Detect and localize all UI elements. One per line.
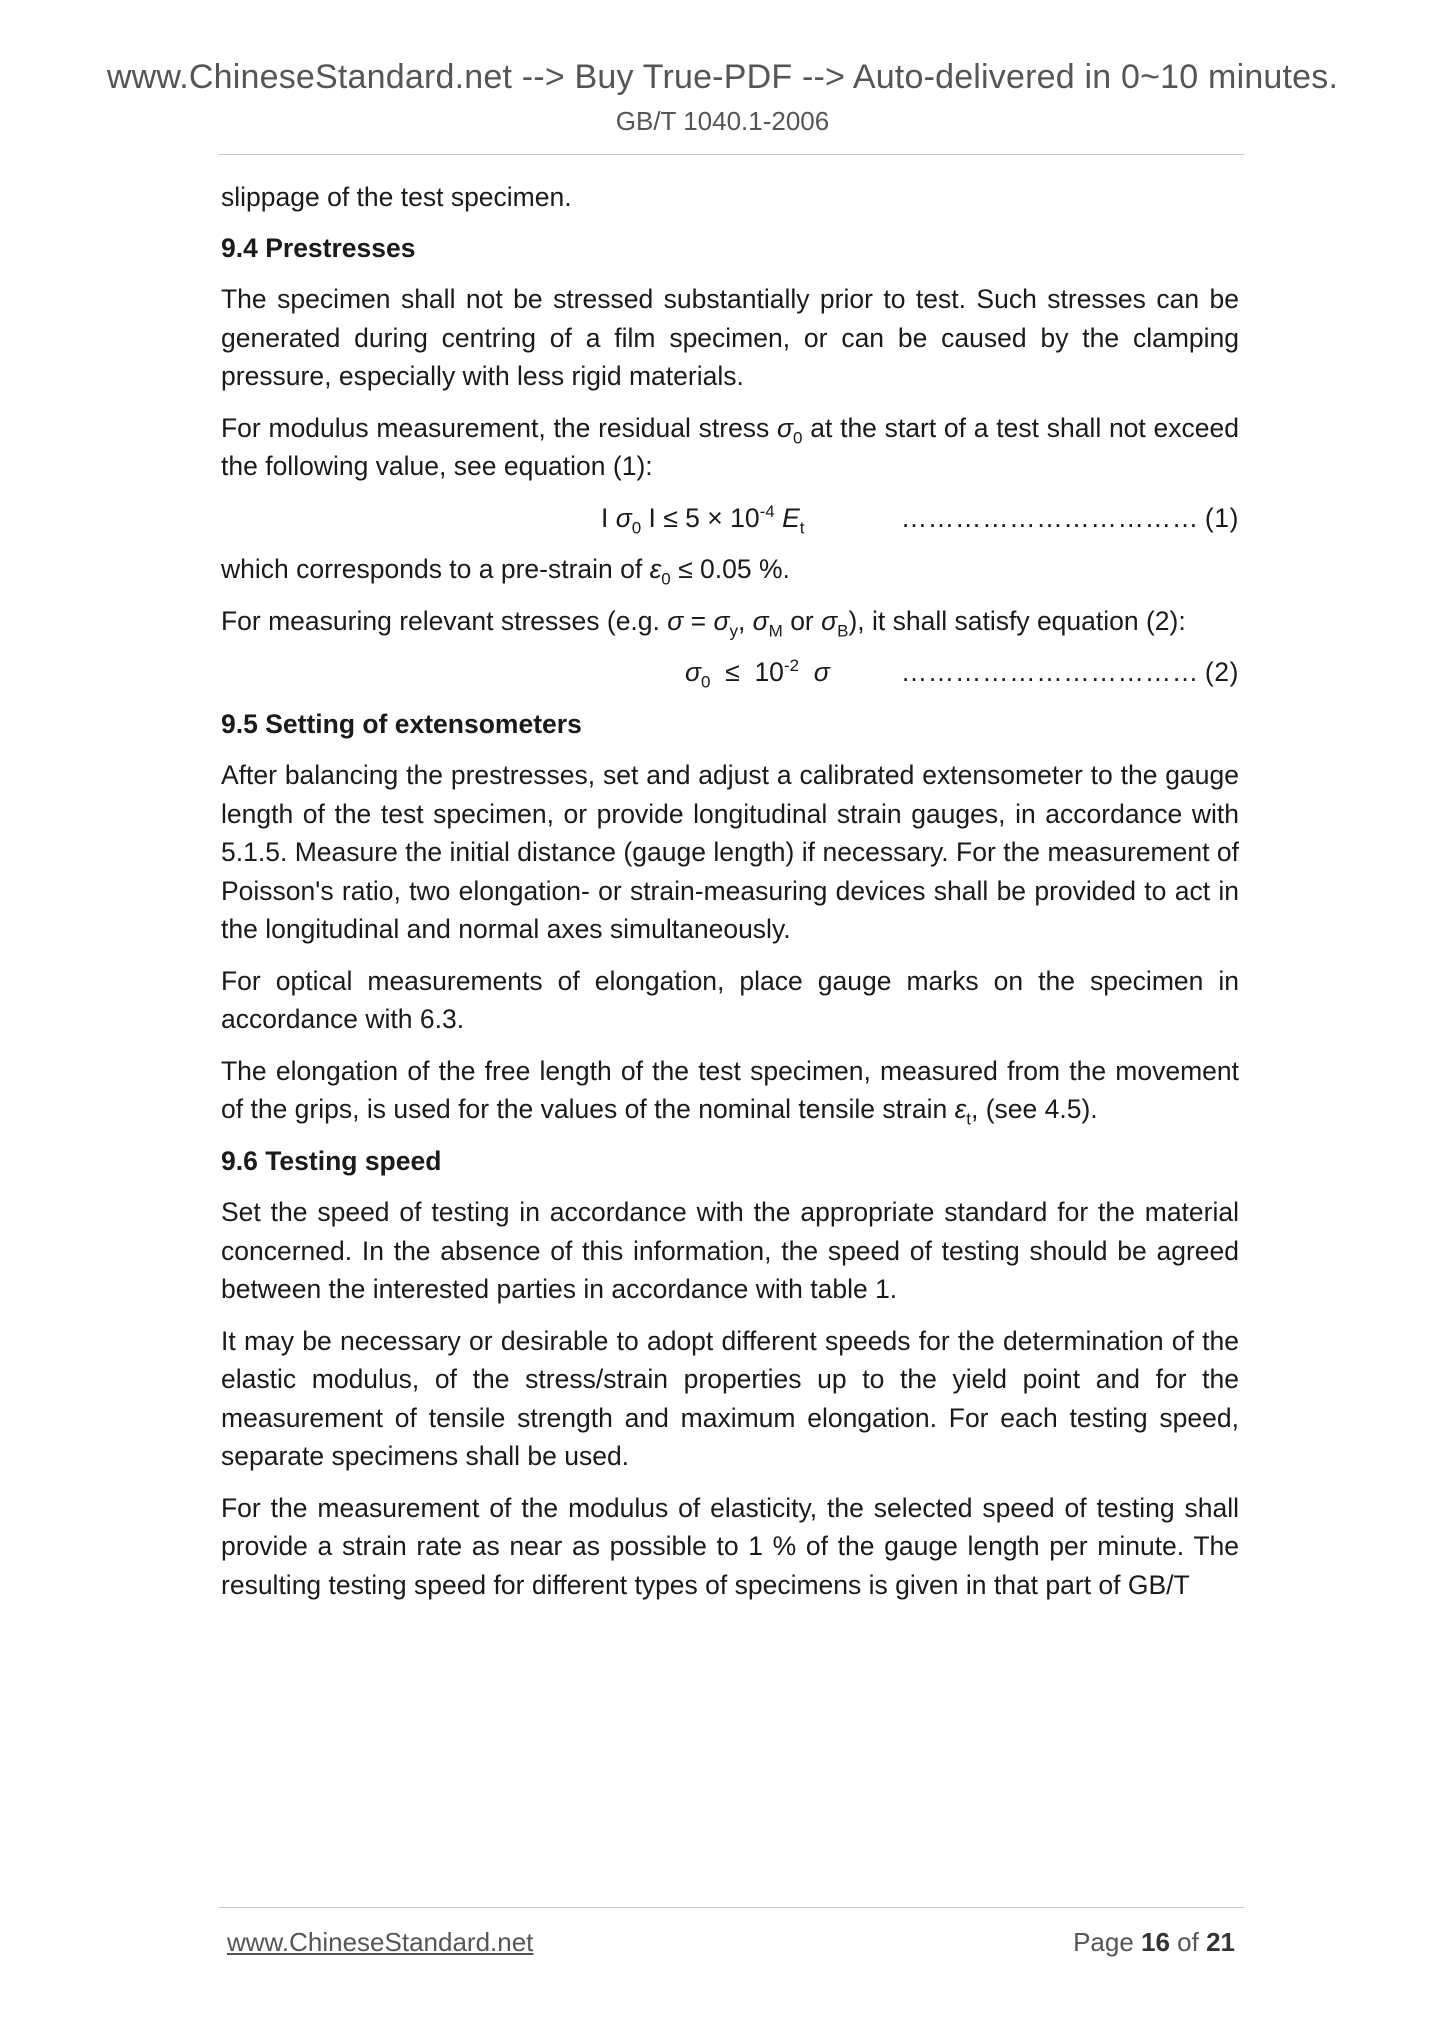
equation-1-expression: I $\sigma_0$ $I \le 5 \times 10^{-4}$ $E_t$ bbox=[601, 501, 805, 537]
paragraph-testing-speed-set: Set the speed of testing in accordance with the appropriate standard for the material concerned. In the absence of this information, the speed of testing should be agreed between the interested parties in accordance with table 1. bbox=[221, 1197, 1239, 1304]
paragraph-slippage: slippage of the test specimen. bbox=[221, 182, 572, 212]
section-heading-9-6: 9.6 Testing speed bbox=[221, 1145, 442, 1176]
paragraph-optical-measurement: For optical measurements of elongation, place gauge marks on the specimen in accordance with 6.3. bbox=[221, 965, 1239, 1034]
footer-site-link[interactable]: www.ChineseStandard.net bbox=[227, 1927, 534, 1957]
equation-2-number: …………………………… (2) bbox=[900, 657, 1239, 687]
equation-2-expression: $\sigma_0 \le 10^{-2}$ σ bbox=[685, 656, 830, 692]
footer-divider bbox=[218, 1907, 1244, 1908]
paragraph-relevant-stresses: For measuring relevant stresses (e.g. $\sigma = \sigma_y$, $\sigma_M$ or $\sigma_B$), it shall satisfy equation (2): bbox=[221, 605, 1186, 640]
paragraph-different-speeds: It may be necessary or desirable to adopt different speeds for the determination of the elastic modulus, of the stress/strain properties up to the yield point and for the measurement of tensile strength and maximum elongation. For each testing speed, separate specimens shall be used. bbox=[221, 1325, 1239, 1471]
header-divider bbox=[218, 154, 1244, 155]
total-page-count: 21 bbox=[1206, 1927, 1235, 1957]
header-banner: www.ChineseStandard.net --> Buy True-PDF --> Auto-delivered in 0~10 minutes. bbox=[106, 58, 1339, 96]
current-page-number: 16 bbox=[1141, 1927, 1170, 1957]
section-heading-9-4: 9.4 Prestresses bbox=[221, 232, 416, 263]
paragraph-modulus-residual-stress: For modulus measurement, the residual stress $\sigma_0$ at the start of a test shall not exceed the following value, see equation (1): bbox=[221, 412, 1239, 481]
equation-1 bbox=[221, 499, 1239, 538]
standard-number: GB/T 1040.1-2006 bbox=[615, 106, 830, 136]
equation-2 bbox=[221, 653, 1239, 692]
paragraph-modulus-strain-rate: For the measurement of the modulus of elasticity, the selected speed of testing shall provide a strain rate as near as possible to 1 % of the gauge length per minute. The resulting testing speed for different types of specimens is given in that part of GB/T bbox=[221, 1492, 1239, 1600]
section-heading-9-5: 9.5 Setting of extensometers bbox=[221, 708, 582, 739]
paragraph-extensometer-setup: After balancing the prestresses, set and adjust a calibrated extensometer to the gauge length of the test specimen, or provide longitudinal strain gauges, in accordance with 5.1.5. Measure the initial distance (gauge length) if necessary. For the measurement of Poisson's ratio, two elongation- or strain-measuring devices shall be provided to act in the longitudinal and normal axes simultaneously. bbox=[221, 760, 1239, 944]
equation-1-number: …………………………… (1) bbox=[900, 502, 1239, 533]
paragraph-pre-strain: which corresponds to a pre-strain of $\varepsilon_0 \le 0.05$ %. bbox=[221, 554, 790, 589]
paragraph-free-length-elongation: The elongation of the free length of the test specimen, measured from the movement of the grips, is used for the values of the nominal tensile strain $\varepsilon_t$, (see 4.5). bbox=[221, 1055, 1239, 1129]
page-body bbox=[221, 178, 1239, 1604]
paragraph-prestress-intro: The specimen shall not be stressed substantially prior to test. Such stresses can be generated during centring of a film specimen, or can be caused by the clamping pressure, especially with less rigid materials. bbox=[221, 284, 1239, 391]
page-indicator: Page 16 of 21 bbox=[1073, 1927, 1235, 1957]
